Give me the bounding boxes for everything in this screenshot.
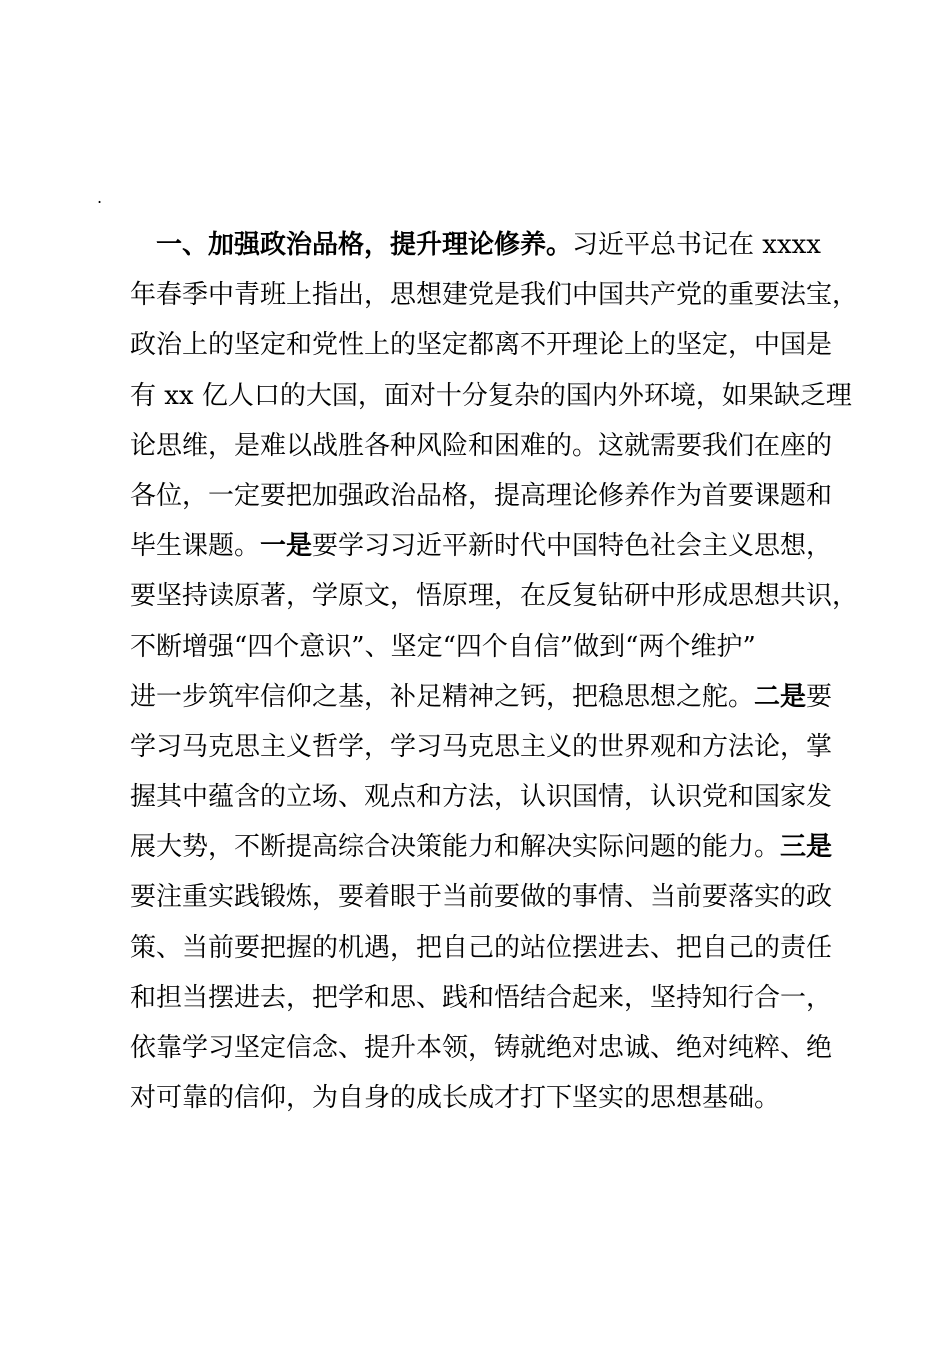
text-line	[130, 722, 833, 772]
text-line	[130, 822, 833, 872]
text-line	[130, 521, 833, 571]
text-segment: 毕生课题。	[130, 531, 261, 562]
page-mark: .	[97, 188, 103, 207]
text-line	[130, 421, 833, 471]
text-line	[130, 1073, 830, 1123]
text-line	[130, 772, 833, 822]
text-line	[130, 471, 833, 521]
text-line	[130, 872, 833, 922]
text-segment: 有 xx 亿人口的大国，面对十分复杂的国内外环境，如果缺乏理	[130, 380, 852, 411]
bold-text-segment: 二是	[754, 681, 807, 712]
text-segment: 要	[806, 681, 833, 712]
text-line	[130, 571, 859, 621]
text-segment: 各位，一定要把加强政治品格，提高理论修养作为首要课题和	[130, 480, 833, 511]
text-segment: 依靠学习坚定信念、提升本领，铸就绝对忠诚、绝对纯粹、绝	[130, 1033, 833, 1063]
text-segment: 论思维，是难以战胜各种风险和困难的。这就需要我们在座的	[130, 430, 833, 461]
text-segment: 握其中蕴含的立场、观点和方法，认识国情，认识党和国家发	[130, 782, 833, 813]
text-line	[130, 622, 830, 672]
text-segment: 不断增强“四个意识”、坚定“四个自信”做到“两个维护”	[130, 631, 756, 662]
text-line	[130, 672, 833, 722]
text-segment: 习近平总书记在 xxxx	[572, 230, 821, 260]
text-line	[130, 220, 830, 270]
text-segment: 对可靠的信仰，为自身的成长成才打下坚实的思想基础。	[130, 1083, 781, 1114]
text-line	[130, 1023, 833, 1073]
body-paragraph	[130, 220, 859, 1123]
text-segment: 策、当前要把握的机遇，把自己的站位摆进去、把自己的责任	[130, 932, 833, 963]
text-segment: 展大势，不断提高综合决策能力和解决实际问题的能力。	[130, 832, 781, 863]
text-segment: 要注重实践锻炼，要着眼于当前要做的事情、当前要落实的政	[130, 882, 833, 913]
text-line	[130, 320, 833, 370]
text-line	[130, 371, 852, 421]
text-segment: 进一步筑牢信仰之基，补足精神之钙，把稳思想之舵。	[130, 681, 755, 712]
text-segment: 学习马克思主义哲学，学习马克思主义的世界观和方法论，掌	[130, 731, 833, 762]
text-segment: 和担当摆进去，把学和思、践和悟结合起来，坚持知行合一，	[130, 982, 833, 1013]
text-segment: 政治上的坚定和党性上的坚定都离不开理论上的坚定，中国是	[130, 330, 833, 361]
text-line	[130, 270, 859, 320]
bold-text-segment: 三是	[780, 832, 833, 863]
text-line	[130, 923, 833, 973]
text-line	[130, 973, 833, 1023]
text-segment: 年春季中青班上指出，思想建党是我们中国共产党的重要法宝，	[130, 280, 859, 311]
bold-text-segment: 一是	[260, 531, 313, 562]
text-segment: 要学习习近平新时代中国特色社会主义思想，	[312, 531, 833, 562]
text-segment: 要坚持读原著，学原文，悟原理，在反复钻研中形成思想共识，	[130, 581, 859, 612]
bold-text-segment: 一、加强政治品格，提升理论修养。	[130, 230, 573, 260]
